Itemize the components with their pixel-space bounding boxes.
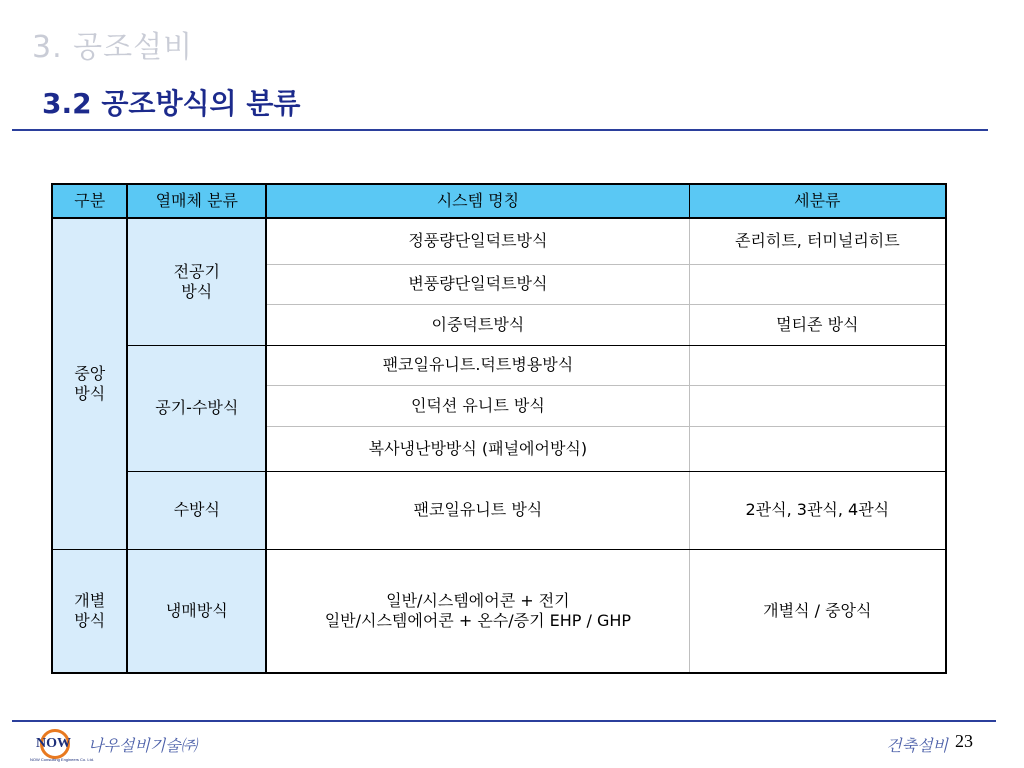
system-name-cell: 이중덕트방식 <box>266 304 689 345</box>
medium-air-water: 공기-수방식 <box>127 345 266 471</box>
subclass-cell: 개별식 / 중앙식 <box>689 549 946 673</box>
system-name-cell: 팬코일유니트.덕트병용방식 <box>266 345 689 385</box>
header-category: 구분 <box>52 184 127 218</box>
system-name-cell: 정풍량단일덕트방식 <box>266 218 689 264</box>
company-name: 나우설비기술㈜ <box>88 736 197 755</box>
system-name-cell: 복사냉난방방식 (패널에어방식) <box>266 426 689 471</box>
table-row <box>52 218 946 264</box>
system-name-cell: 팬코일유니트 방식 <box>266 471 689 549</box>
system-name-cell: 일반/시스템에어콘 + 전기 일반/시스템에어콘 + 온수/증기 EHP / GHP <box>266 549 689 673</box>
system-name-cell: 변풍량단일덕트방식 <box>266 264 689 304</box>
system-name-cell: 인덕션 유니트 방식 <box>266 385 689 426</box>
subclass-cell: 멀티존 방식 <box>689 304 946 345</box>
table-row <box>52 471 946 549</box>
logo-word: NOW <box>36 736 71 751</box>
subclass-cell: 존리히트, 터미널리히트 <box>689 218 946 264</box>
subclass-cell <box>689 264 946 304</box>
page-number: 23 <box>955 731 973 751</box>
footer-divider <box>12 720 996 722</box>
hvac-classification-table <box>51 183 947 674</box>
table-header-row <box>52 184 946 218</box>
subclass-cell <box>689 385 946 426</box>
table-row <box>52 549 946 673</box>
group-central: 중앙 방식 <box>52 218 127 549</box>
medium-all-air: 전공기 방식 <box>127 218 266 345</box>
footer-label: 건축설비 <box>886 736 948 755</box>
subclass-cell <box>689 345 946 385</box>
medium-refrigerant: 냉매방식 <box>127 549 266 673</box>
section-title: 3. 공조설비 <box>32 30 194 65</box>
logo-tagline: NOW Consulting Engineers Co. Ltd. <box>30 757 95 762</box>
header-medium: 열매체 분류 <box>127 184 266 218</box>
medium-water: 수방식 <box>127 471 266 549</box>
title-divider <box>12 129 988 131</box>
header-subclass: 세분류 <box>689 184 946 218</box>
company-logo <box>30 726 95 766</box>
table-row <box>52 345 946 385</box>
group-individual: 개별 방식 <box>52 549 127 673</box>
subclass-cell: 2관식, 3관식, 4관식 <box>689 471 946 549</box>
page-title: 3.2 공조방식의 분류 <box>42 87 301 120</box>
header-system-name: 시스템 명칭 <box>266 184 689 218</box>
subclass-cell <box>689 426 946 471</box>
